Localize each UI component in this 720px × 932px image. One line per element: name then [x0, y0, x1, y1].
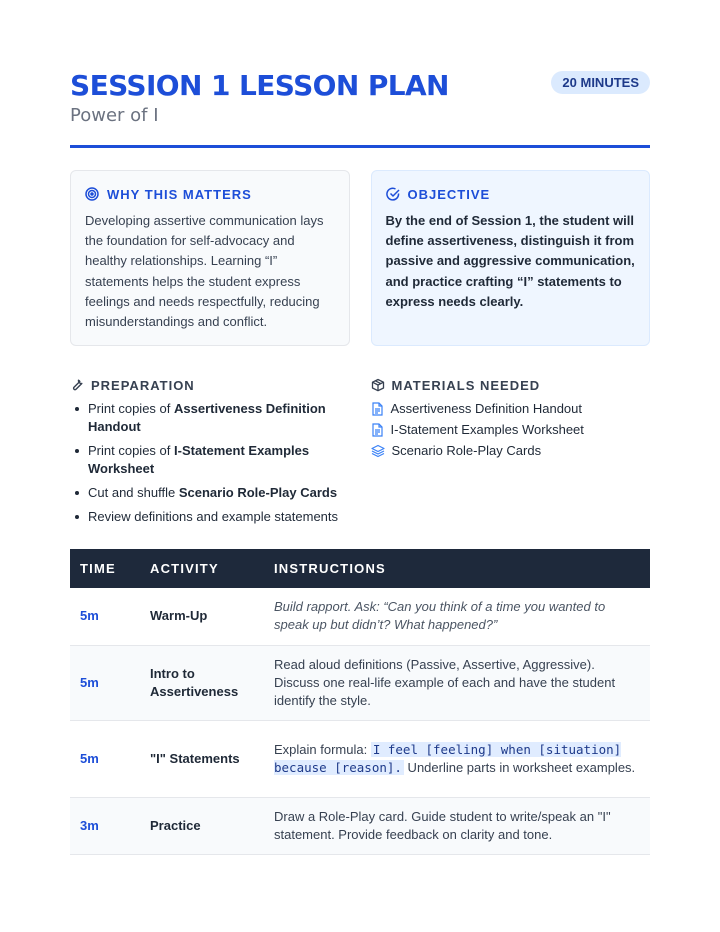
schedule-table	[70, 549, 650, 855]
wrench-icon	[70, 378, 84, 392]
row-activity: Warm-Up	[140, 588, 264, 645]
page-subtitle: Power of I	[70, 105, 159, 126]
info-cards	[70, 170, 650, 346]
table-row	[70, 645, 650, 720]
row-time: 5m	[70, 588, 140, 645]
header-divider	[70, 145, 650, 148]
table-row	[70, 720, 650, 797]
row-time: 3m	[70, 797, 140, 854]
header-time: TIME	[80, 561, 116, 576]
prep-materials-section	[70, 376, 650, 532]
box-icon	[371, 378, 385, 392]
objective-body: By the end of Session 1, the student will define assertiveness, distinguish it from passive and aggressive communication, and practice crafting “I” statements to express needs clearly.	[385, 213, 635, 309]
preparation-label: PREPARATION	[91, 377, 195, 393]
list-item: Cut and shuffle Scenario Role-Play Cards	[70, 484, 350, 502]
check-circle-icon	[386, 187, 400, 201]
why-label: WHY THIS MATTERS	[107, 186, 252, 202]
table-row	[70, 588, 650, 645]
row-time: 5m	[70, 720, 140, 797]
document-icon	[371, 402, 384, 416]
row-activity: Intro to Assertiveness	[140, 645, 264, 720]
list-item: I-Statement Examples Worksheet	[371, 421, 651, 439]
header-instructions: INSTRUCTIONS	[274, 561, 386, 576]
materials-section	[371, 376, 651, 532]
row-instructions: Build rapport. Ask: “Can you think of a time you wanted to speak up but didn’t? What happened?”	[264, 588, 650, 645]
duration-badge: 20 MINUTES	[551, 71, 650, 94]
page-title: SESSION 1 LESSON PLAN	[70, 69, 449, 102]
row-activity: "I" Statements	[140, 720, 264, 797]
list-item: Review definitions and example statements	[70, 508, 350, 526]
list-item: Assertiveness Definition Handout	[371, 400, 651, 418]
why-body: Developing assertive communication lays the foundation for self-advocacy and healthy relationships. Learning “I” statements helps the student express feelings and needs respectfully, reducing misunderstandings and conflict.	[85, 213, 324, 330]
target-icon	[85, 187, 99, 201]
table-header-row	[70, 549, 650, 588]
why-card	[70, 170, 350, 346]
list-item: Scenario Role-Play Cards	[371, 442, 651, 460]
formula-code: I feel [feeling] when [situation] because [reason].	[274, 741, 622, 775]
objective-card	[371, 170, 651, 346]
materials-label: MATERIALS NEEDED	[391, 377, 541, 393]
preparation-list	[70, 400, 350, 526]
list-item: Print copies of Assertiveness Definition Handout	[70, 400, 350, 436]
table-row	[70, 797, 650, 854]
row-time: 5m	[70, 645, 140, 720]
document-icon	[371, 423, 384, 437]
row-activity: Practice	[140, 797, 264, 854]
row-instructions: Read aloud definitions (Passive, Assertive, Aggressive). Discuss one real-life example of each and have the student identify the style.	[264, 645, 650, 720]
materials-list	[371, 400, 651, 460]
preparation-section	[70, 376, 350, 532]
lesson-plan-page	[70, 0, 650, 855]
objective-label: OBJECTIVE	[407, 186, 491, 202]
row-instructions: Draw a Role-Play card. Guide student to write/speak an "I" statement. Provide feedback on clarity and tone.	[264, 797, 650, 854]
header-activity: ACTIVITY	[150, 561, 219, 576]
row-instructions: Explain formula: I feel [feeling] when [situation] because [reason]. Underline parts in worksheet examples.	[264, 720, 650, 797]
header	[70, 0, 650, 148]
layers-icon	[371, 444, 385, 458]
list-item: Print copies of I-Statement Examples Worksheet	[70, 442, 350, 478]
